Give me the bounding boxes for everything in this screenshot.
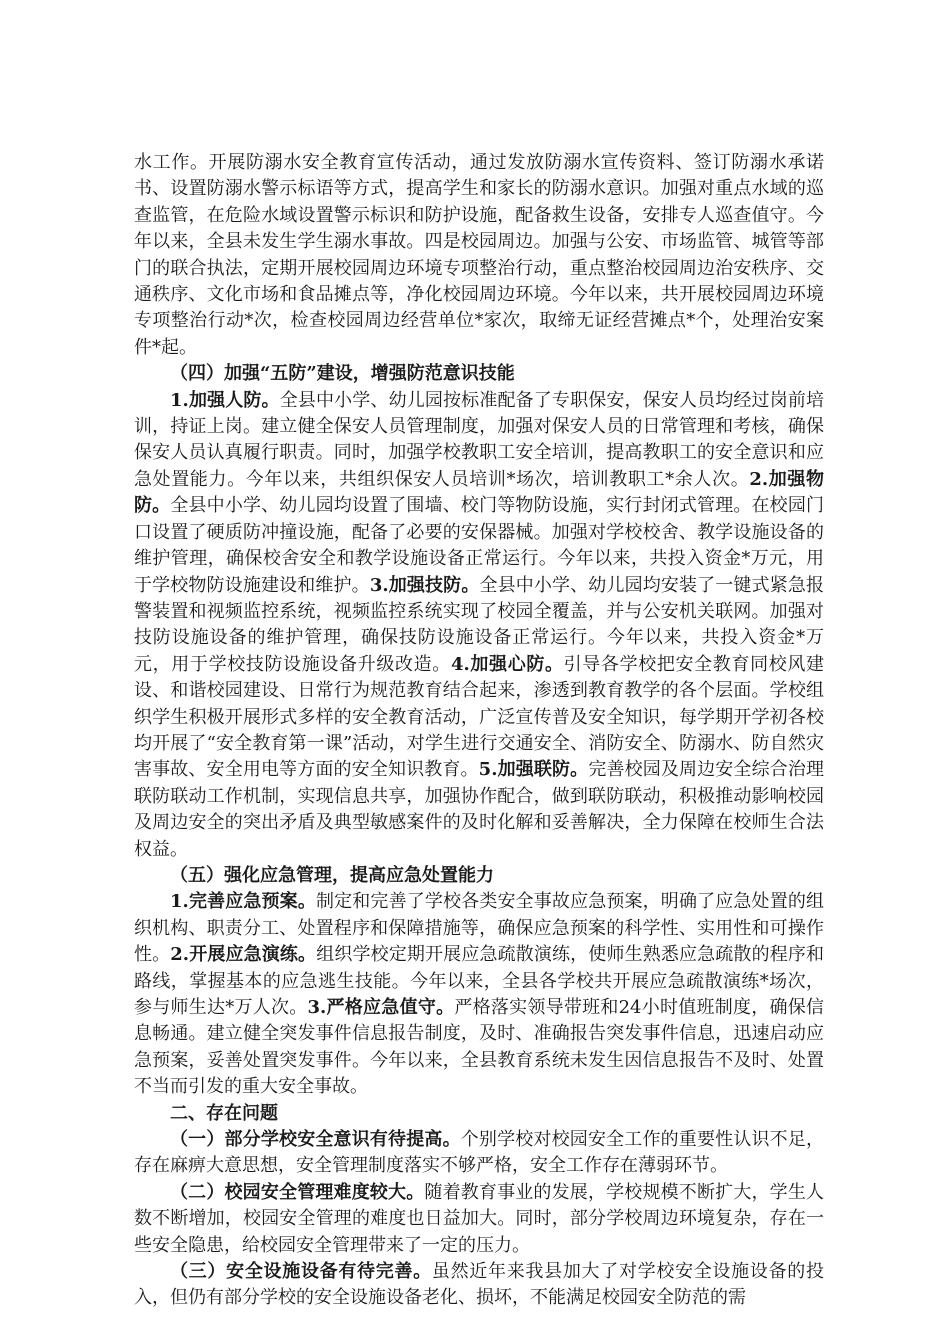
item-text-emergency-duty: 严格落实领导带班和24小时值班制度，确保信息畅通。建立健全突发事件信息报告制度，及时、准确报告突发事件信息，迅速启动应急预案，妥善处置突发事件。今年以来，全县教育系统未发生因信息报告不及时、处置不当而引发的重大安全事故。 xyxy=(134,997,825,1098)
item-text-emergency-plan: 制定和完善了学校各类安全事故应急预案，明确了应急处置的组织机构、职责分工、处置程序和保障措施等，确保应急预案的科学性、实用性和可操作性。 xyxy=(134,891,824,966)
item-text-technical-defense: 全县中小学、幼儿园均安装了一键式紧急报警装置和视频监控系统，视频监控系统实现了校园全覆盖，并与公安机关联网。加强对技防设施设备的维护管理，确保技防设施设备正常运行。今年以来，共投入资金*万元，用于学校技防设施设备升级改造。 xyxy=(134,574,824,675)
item-text-joint-defense: 完善校园及周边安全综合治理联防联动工作机制，实现信息共享，加强协作配合，做到联防联动，积极推动影响校园及周边安全的突出矛盾及典型敏感案件的及时化解和妥善解决，全力保障在校师生合法权益。 xyxy=(134,759,824,860)
problem-heading-2: （二）校园安全管理难度较大。 xyxy=(170,1181,425,1203)
item-heading-technical-defense: 3.加强技防。 xyxy=(369,574,480,596)
paragraph-emergency-management xyxy=(134,889,824,1100)
item-heading-mental-defense: 4.加强心防。 xyxy=(450,653,564,675)
problem-text-1: 个别学校对校园安全工作的重要性认识不足，存在麻痹大意思想，安全管理制度落实不够严格，安全工作存在薄弱环节。 xyxy=(134,1129,825,1177)
section-heading-problems: 二、存在问题 xyxy=(170,1102,278,1124)
paragraph-five-defenses xyxy=(134,388,824,863)
paragraph-drowning-and-surroundings: 水工作。开展防溺水安全教育宣传活动，通过发放防溺水宣传资料、签订防溺水承诺书、设置防溺水警示标语等方式，提高学生和家长的防溺水意识。加强对重点水域的巡查监管，在危险水域设置警示标识和防护设施，配备救生设备，安排专人巡查值守。今年以来，全县未发生学生溺水事故。四是校园周边。加强与公安、市场监管、城管等部门的联合执法，定期开展校园周边环境专项整治行动，重点整治校园周边治安秩序、交通秩序、文化市场和食品摊点等，净化校园周边环境。今年以来，共开展校园周边环境专项整治行动*次，检查校园周边经营单位*家次，取缔无证经营摊点*个，处理治安案件*起。 xyxy=(134,152,824,358)
problem-heading-3: （三）安全设施设备有待完善。 xyxy=(170,1261,432,1283)
problem-heading-1: （一）部分学校安全意识有待提高。 xyxy=(170,1129,461,1151)
item-heading-physical-defense: 2.加强物防。 xyxy=(134,468,825,517)
item-text-physical-defense: 全县中小学、幼儿园均设置了围墙、校门等物防设施，实行封闭式管理。在校园门口设置了硬质防冲撞设施，配备了必要的安保器械。加强对学校校舍、教学设施设备的维护管理，确保校舍安全和教学设施设备正常运行。今年以来，共投入资金*万元，用于学校物防设施建设和维护。 xyxy=(134,495,824,596)
paragraph-problem-3 xyxy=(134,1259,824,1312)
paragraph-problem-1 xyxy=(134,1127,824,1180)
section-heading-emergency-management: （五）强化应急管理，提高应急处置能力 xyxy=(170,864,494,886)
item-heading-emergency-drill: 2.开展应急演练。 xyxy=(170,944,317,966)
item-heading-personnel-defense: 1.加强人防。 xyxy=(170,389,280,411)
paragraph-problem-2 xyxy=(134,1180,824,1259)
problem-text-3: 虽然近年来我县加大了对学校安全设施设备的投入，但仍有部分学校的安全设施设备老化、损坏，不能满足校园安全防范的需 xyxy=(134,1261,825,1309)
item-heading-emergency-duty: 3.严格应急值守。 xyxy=(307,997,455,1018)
section-heading-five-defenses: （四）加强“五防”建设，增强防范意识技能 xyxy=(170,363,515,385)
item-text-personnel-defense: 全县中小学、幼儿园按标准配备了专职保安，保安人员均经过岗前培训，持证上岗。建立健全保安人员管理制度，加强对保安人员的日常管理和考核，确保保安人员认真履行职责。同时，加强学校教职工安全培训，提高教职工的安全意识和应急处置能力。今年以来，共组织保安人员培训*场次，培训教职工*余人次。 xyxy=(134,389,824,490)
problem-text-2: 随着教育事业的发展，学校规模不断扩大，学生人数不断增加，校园安全管理的难度也日益加大。同时，部分学校周边环境复杂，存在一些安全隐患，给校园安全管理带来了一定的压力。 xyxy=(134,1181,825,1256)
item-text-mental-defense: 引导各学校把安全教育同校风建设、和谐校园建设、日常行为规范教育结合起来，渗透到教育教学的各个层面。学校组织学生积极开展形式多样的安全教育活动，广泛宣传普及安全知识，每学期开学初各校均开展了“安全教育第一课”活动，对学生进行交通安全、消防安全、防溺水、防自然灾害事故、安全用电等方面的安全知识教育。 xyxy=(134,653,825,781)
item-heading-emergency-plan: 1.完善应急预案。 xyxy=(170,891,316,913)
item-heading-joint-defense: 5.加强联防。 xyxy=(478,759,589,781)
item-text-emergency-drill: 组织学校定期开展应急疏散演练，使师生熟悉应急疏散的程序和路线，掌握基本的应急逃生技能。今年以来，全县各学校共开展应急疏散演练*场次，参与师生达*万人次。 xyxy=(134,944,824,1018)
